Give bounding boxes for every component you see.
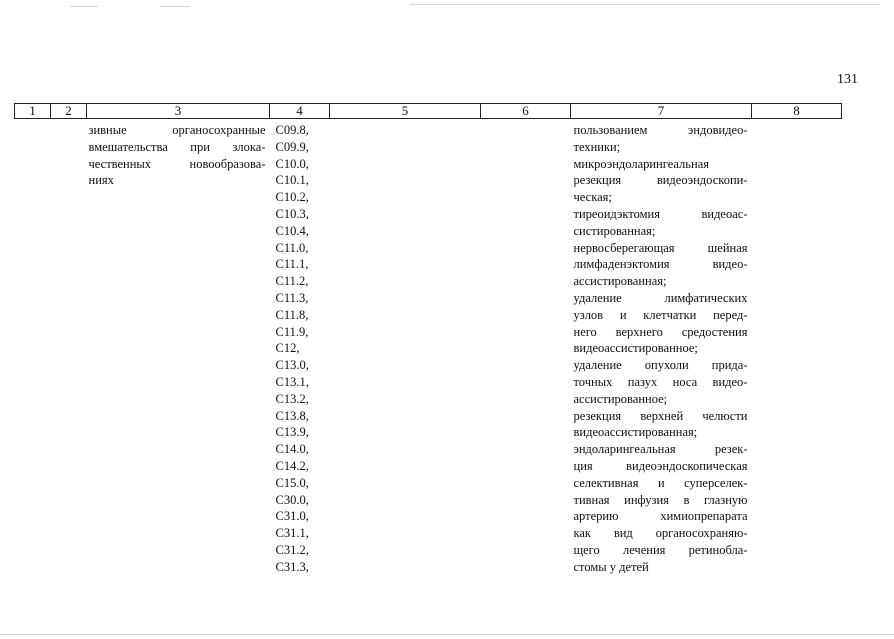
method-text-line bbox=[574, 223, 748, 240]
header-col-6: 6 bbox=[481, 104, 571, 119]
method-text-line bbox=[574, 324, 748, 341]
icd-code: C31.2, bbox=[275, 542, 309, 557]
method-text-word: ция bbox=[573, 458, 593, 473]
header-col-2: 2 bbox=[51, 104, 87, 119]
method-text-word: ассистированное; bbox=[573, 391, 668, 406]
header-col-5: 5 bbox=[330, 104, 481, 119]
method-text-word: средостения bbox=[681, 324, 748, 339]
method-text-word: систированная; bbox=[573, 223, 656, 238]
intervention-text-word: вмешательства bbox=[88, 139, 168, 154]
method-text-word: точных bbox=[573, 374, 613, 389]
method-text-word: лимфаденэктомия bbox=[573, 257, 670, 272]
method-text-line bbox=[574, 307, 748, 324]
method-text-word: и bbox=[619, 307, 627, 322]
header-col-8: 8 bbox=[752, 104, 842, 119]
method-text-line bbox=[574, 206, 748, 223]
method-text-word: детей bbox=[619, 559, 649, 574]
method-text-word: прида- bbox=[711, 358, 748, 373]
icd-code: C14.0, bbox=[275, 442, 309, 457]
method-text-word: шейная bbox=[707, 240, 748, 255]
intervention-text-line bbox=[89, 139, 266, 156]
icd-code: C10.2, bbox=[275, 190, 309, 205]
procedures-table bbox=[14, 103, 842, 576]
method-text-line bbox=[574, 256, 748, 273]
icd-code: C31.0, bbox=[275, 509, 309, 524]
method-text-word: эндоларингеальная bbox=[573, 442, 676, 457]
icd-code: C13.9, bbox=[275, 425, 309, 440]
method-text-line bbox=[574, 559, 748, 576]
table-row bbox=[15, 119, 842, 576]
method-text-word: видеоас- bbox=[701, 206, 748, 221]
icd-code: C09.9, bbox=[275, 139, 309, 154]
icd-code: C14.2, bbox=[275, 458, 309, 473]
method-text-line bbox=[574, 391, 748, 408]
intervention-text-word: новообразова- bbox=[189, 156, 266, 171]
icd-code: C13.8, bbox=[275, 408, 309, 423]
method-text-word: и bbox=[657, 475, 665, 490]
method-text-line bbox=[574, 172, 748, 189]
method-text-word: видео- bbox=[712, 374, 748, 389]
icd-code: C11.3, bbox=[275, 290, 309, 305]
intervention-text-word: злока- bbox=[232, 139, 266, 154]
icd-code: C30.0, bbox=[275, 492, 309, 507]
intervention-text-line bbox=[89, 156, 266, 173]
method-text-word: артерию bbox=[573, 509, 619, 524]
method-text-line bbox=[574, 441, 748, 458]
page-number: 131 bbox=[837, 72, 858, 87]
method-text-word: перед- bbox=[713, 307, 748, 322]
intervention-text-word: чественных bbox=[88, 156, 152, 171]
method-text-word: щего bbox=[573, 542, 600, 557]
header-row bbox=[15, 104, 842, 119]
icd-code: C13.1, bbox=[275, 374, 309, 389]
method-text-line bbox=[574, 156, 748, 173]
method-text-word: верхнего bbox=[615, 324, 663, 339]
header-col-4: 4 bbox=[270, 104, 330, 119]
method-text-word: химиопрепарата bbox=[660, 509, 748, 524]
scan-line-bottom bbox=[0, 634, 894, 635]
method-text-word: видеоэндоскопи- bbox=[656, 173, 748, 188]
method-text-word: тиреоидэктомия bbox=[573, 206, 660, 221]
method-text-word: техники; bbox=[573, 139, 621, 154]
icd-code: C10.3, bbox=[275, 206, 309, 221]
method-text-word: ческая; bbox=[573, 190, 612, 205]
icd-codes-cell bbox=[270, 119, 330, 576]
intervention-text-word: ниях bbox=[88, 173, 114, 188]
method-text-line bbox=[574, 458, 748, 475]
method-text-word: вид bbox=[613, 526, 633, 541]
method-text-line bbox=[574, 475, 748, 492]
method-text-word: суперселек- bbox=[684, 475, 748, 490]
icd-code: C13.2, bbox=[275, 391, 309, 406]
method-text-word: пазух bbox=[627, 374, 658, 389]
icd-code: C11.1, bbox=[275, 257, 309, 272]
intervention-text-word: зивные bbox=[88, 123, 127, 137]
method-text-line bbox=[574, 273, 748, 290]
method-text-line bbox=[574, 542, 748, 559]
icd-code: C31.1, bbox=[275, 526, 309, 541]
method-text-word: лимфатических bbox=[664, 290, 748, 305]
method-text-word: ретинобла- bbox=[688, 542, 748, 557]
method-text-word: лечения bbox=[622, 542, 666, 557]
treatment-methods-cell bbox=[571, 119, 752, 576]
method-text-word: носа bbox=[672, 374, 698, 389]
scan-line-top-1 bbox=[70, 6, 98, 7]
icd-code: C09.8, bbox=[275, 123, 309, 137]
method-text-word: опухоли bbox=[644, 358, 689, 373]
icd-code: C10.4, bbox=[275, 223, 309, 238]
method-text-line bbox=[574, 492, 748, 509]
header-col-1: 1 bbox=[15, 104, 51, 119]
scan-line-top-3 bbox=[410, 4, 880, 5]
cell-col-5 bbox=[330, 119, 481, 576]
method-text-line bbox=[574, 374, 748, 391]
method-text-word: узлов bbox=[573, 307, 604, 322]
method-text-line bbox=[574, 508, 748, 525]
method-text-word: инфузия bbox=[624, 492, 669, 507]
icd-code: C31.3, bbox=[275, 559, 309, 574]
method-text-word: пользованием bbox=[573, 123, 648, 137]
method-text-word: видеоэндоскопическая bbox=[626, 458, 748, 473]
method-text-line bbox=[574, 290, 748, 307]
cell-col-2 bbox=[51, 119, 87, 576]
method-text-word: видеоассистированное; bbox=[573, 341, 698, 356]
icd-code: C15.0, bbox=[275, 475, 309, 490]
method-text-word: челюсти bbox=[702, 408, 748, 423]
method-text-word: стомы bbox=[573, 559, 607, 574]
method-text-line bbox=[574, 424, 748, 441]
method-text-word: селективная bbox=[573, 475, 639, 490]
icd-code: C11.8, bbox=[275, 307, 309, 322]
icd-code: C11.9, bbox=[275, 324, 309, 339]
method-text-word: удаление bbox=[573, 290, 622, 305]
method-text-word: верхней bbox=[640, 408, 684, 423]
header-col-3: 3 bbox=[87, 104, 270, 119]
method-text-word: глазную bbox=[703, 492, 748, 507]
method-text-line bbox=[574, 139, 748, 156]
icd-code: C12, bbox=[275, 341, 300, 356]
icd-code: C10.1, bbox=[275, 173, 309, 188]
method-text-line bbox=[574, 122, 748, 139]
cell-col-8 bbox=[752, 119, 842, 576]
method-text-word: у bbox=[609, 559, 617, 574]
header-col-7: 7 bbox=[571, 104, 752, 119]
cell-col-6 bbox=[481, 119, 571, 576]
method-text-word: резекция bbox=[573, 173, 622, 188]
intervention-text-line bbox=[89, 172, 266, 189]
method-text-line bbox=[574, 408, 748, 425]
cell-col-1 bbox=[15, 119, 51, 576]
method-text-word: резекция bbox=[573, 408, 622, 423]
intervention-type-cell bbox=[87, 119, 270, 576]
method-text-word: органосохраняю- bbox=[655, 526, 748, 541]
icd-code: C10.0, bbox=[275, 156, 309, 171]
method-text-line bbox=[574, 340, 748, 357]
icd-code: C11.2, bbox=[275, 274, 309, 289]
method-text-word: клетчатки bbox=[643, 307, 697, 322]
method-text-word: ассистированная; bbox=[573, 274, 667, 289]
method-text-line bbox=[574, 240, 748, 257]
scan-line-top-2 bbox=[160, 6, 190, 7]
method-text-line bbox=[574, 189, 748, 206]
method-text-line bbox=[574, 525, 748, 542]
icd-code: C13.0, bbox=[275, 358, 309, 373]
method-text-line bbox=[574, 357, 748, 374]
method-text-word: как bbox=[573, 526, 592, 541]
method-text-word: удаление bbox=[573, 358, 622, 373]
method-text-word: видеоассистированная; bbox=[573, 425, 698, 440]
intervention-text-word: органосохранные bbox=[172, 123, 266, 137]
intervention-text-word: при bbox=[190, 139, 210, 154]
method-text-word: него bbox=[573, 324, 597, 339]
icd-code: C11.0, bbox=[275, 240, 309, 255]
intervention-text-line bbox=[89, 122, 266, 139]
method-text-word: микроэндоларингеальная bbox=[573, 156, 709, 171]
method-text-word: тивная bbox=[573, 492, 610, 507]
method-text-word: нервосберегающая bbox=[573, 240, 675, 255]
method-text-word: видео- bbox=[712, 257, 748, 272]
method-text-word: резек- bbox=[714, 442, 748, 457]
method-text-word: эндовидео- bbox=[687, 123, 748, 137]
method-text-word: в bbox=[683, 492, 690, 507]
